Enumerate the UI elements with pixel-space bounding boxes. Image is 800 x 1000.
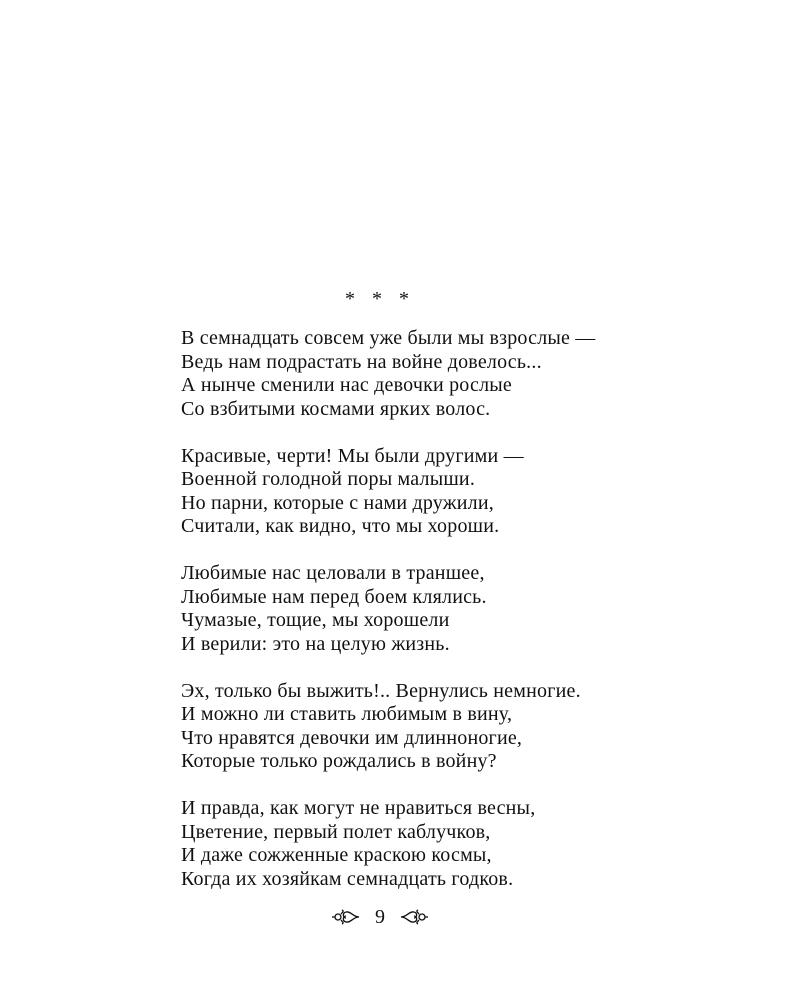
poem-line: И можно ли ставить любимым в вину, [181,703,513,725]
poem-line: Любимые нам перед боем клялись. [181,585,487,608]
poem-line: Военной голодной поры малыши. [181,468,476,490]
stanza-2 [181,445,741,539]
poem-line: А нынче сменили нас девочки рослые [181,374,512,396]
poem-line: И даже сожженные краскою космы, [181,844,492,866]
poem-line: Любимые нас целовали в траншее, [181,562,485,584]
poem [181,327,741,915]
page-footer [0,905,760,929]
poem-line: Что нравятся девочки им длинноногие, [181,726,523,749]
stanza-1 [181,327,741,421]
page-number: 9 [375,906,385,928]
poem-line: И правда, как могут не нравиться весны, [181,797,536,819]
poem-line: И верили: это на целую жизнь. [181,632,450,655]
poem-line: Чумазые, тощие, мы хорошели [181,609,450,631]
poem-line: В семнадцать совсем уже были мы взрослые — [181,327,596,349]
poem-line: Красивые, черти! Мы были другими — [181,444,524,467]
poem-line: Но парни, которые с нами дружили, [181,491,494,514]
poem-line: Которые только рождались в войну? [181,750,497,772]
poem-line: Со взбитыми космами ярких волос. [181,397,491,420]
ornament-icon [399,908,429,926]
poem-line: Считали, как видно, что мы хороши. [181,515,500,537]
ornament-icon [331,908,361,926]
stanza-separator: * * * [345,288,415,310]
stanza-4 [181,680,741,774]
stanza-3 [181,562,741,656]
poem-line: Ведь нам подрастать на войне довелось... [181,350,542,373]
stanza-5 [181,797,741,891]
poem-line: Когда их хозяйкам семнадцать годков. [181,867,514,890]
poem-line: Эх, только бы выжить!.. Вернулись немногие. [181,679,581,702]
poem-line: Цветение, первый полет каблучков, [181,820,491,843]
